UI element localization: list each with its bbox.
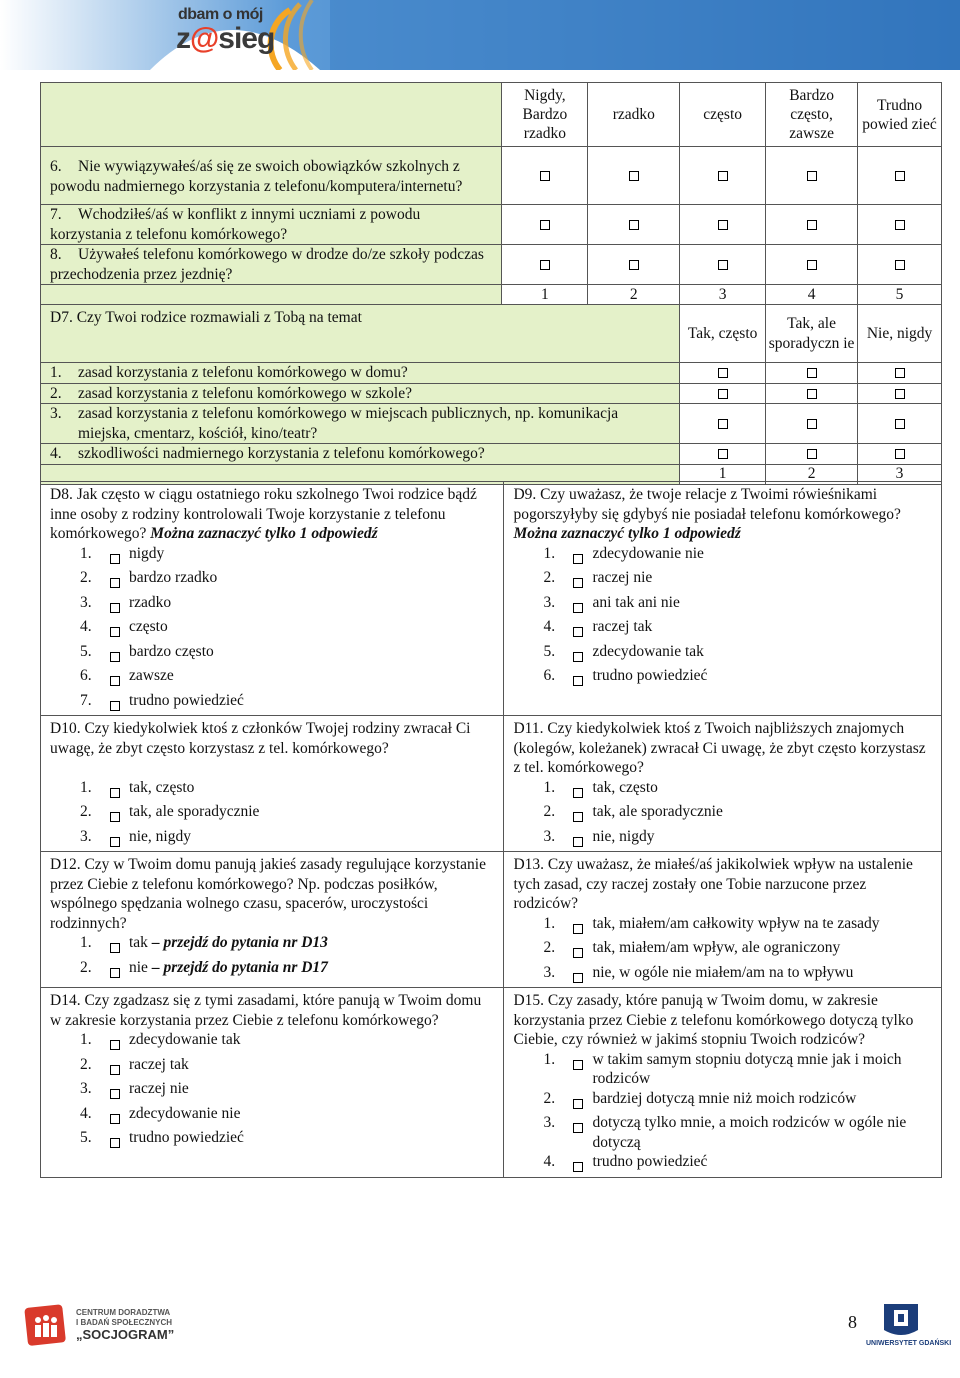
- d7-col-header-3: Nie, nigdy: [858, 305, 942, 363]
- logo-line1: dbam o mój: [178, 6, 263, 23]
- checkbox[interactable]: [110, 1114, 120, 1124]
- checkbox[interactable]: [718, 171, 728, 181]
- d7-title: D7. Czy Twoi rodzice rozmawiali z Tobą na temat: [41, 305, 680, 363]
- d7-col-header-1: Tak, często: [680, 305, 766, 363]
- checkbox[interactable]: [807, 171, 817, 181]
- option-number: 1.: [543, 778, 556, 796]
- option-label: bardzo często: [129, 642, 214, 660]
- option-label: tak: [129, 934, 148, 951]
- row-question: Wchodziłeś/aś w konflikt z innymi uczniami z powodu korzystania z telefonu komórkowego?: [50, 206, 421, 243]
- option-label: trudno powiedzieć: [592, 667, 708, 684]
- checkbox[interactable]: [573, 837, 583, 847]
- row-question: zasad korzystania z telefonu komórkowego w miejscach publicznych, np. komunikacja miejska, cmentarz, kościół, kino/teatr?: [78, 405, 619, 442]
- option-number: 2.: [80, 569, 92, 586]
- table1-blank-header: [41, 83, 502, 147]
- checkbox[interactable]: [573, 812, 583, 822]
- d11-options: [513, 778, 932, 852]
- checkbox[interactable]: [895, 449, 905, 459]
- option-label: bardziej dotyczą mnie niż moich rodziców: [592, 1089, 857, 1107]
- option-number: 2.: [543, 569, 556, 586]
- checkbox[interactable]: [573, 788, 583, 798]
- answer-option[interactable]: [50, 958, 494, 983]
- option-label: tak, miałem/am całkowity wpływ na te zasady: [592, 914, 880, 932]
- answer-option[interactable]: [50, 642, 494, 667]
- logo-line2: z@sieg: [176, 22, 275, 55]
- checkbox[interactable]: [807, 368, 817, 378]
- checkbox[interactable]: [540, 171, 550, 181]
- option-number: 3.: [80, 593, 92, 611]
- table-row: [41, 363, 942, 384]
- checkbox[interactable]: [573, 652, 583, 662]
- checkbox[interactable]: [540, 260, 550, 270]
- option-label: raczej nie: [129, 1080, 189, 1097]
- answer-option[interactable]: [50, 666, 494, 691]
- question-d8: [41, 482, 504, 716]
- checkbox[interactable]: [718, 220, 728, 230]
- checkbox[interactable]: [573, 627, 583, 637]
- checkbox[interactable]: [895, 171, 905, 181]
- option-number: 4.: [543, 1153, 556, 1170]
- d12-options: [50, 933, 494, 982]
- checkbox[interactable]: [110, 652, 120, 662]
- d15-question: D15. Czy zasady, które panują w Twoim domu, w zakresie korzystania przez Ciebie z telefonu komórkowego dotyczą tylko Ciebie, czy również w jakimś stopniu Twoich rodziców?: [513, 992, 914, 1048]
- answer-option[interactable]: [513, 642, 932, 667]
- col-header-2: rzadko: [588, 83, 680, 147]
- checkbox[interactable]: [110, 788, 120, 798]
- checkbox[interactable]: [110, 578, 120, 588]
- col-header-3: często: [680, 83, 766, 147]
- d10-question: D10. Czy kiedykolwiek ktoś z członków Twojej rodziny zwracał Ci uwagę, że zbyt często korzystasz z tel. komórkowego?: [50, 720, 471, 757]
- d9-options: [513, 544, 932, 691]
- row-number: 8.: [50, 246, 62, 263]
- answer-option[interactable]: [513, 1050, 932, 1089]
- checkbox[interactable]: [110, 676, 120, 686]
- code: 5: [858, 285, 942, 305]
- answer-option[interactable]: [513, 666, 932, 691]
- checkbox[interactable]: [573, 1099, 583, 1109]
- option-number: 3.: [80, 1080, 92, 1097]
- code: 2: [588, 285, 680, 305]
- table-row: [41, 205, 942, 245]
- option-label: raczej tak: [129, 1055, 189, 1073]
- option-label: tak, ale sporadycznie: [129, 803, 260, 820]
- answer-option[interactable]: [513, 963, 932, 988]
- checkbox[interactable]: [895, 419, 905, 429]
- option-label: nigdy: [129, 544, 165, 562]
- option-label: zdecydowanie nie: [129, 1104, 241, 1122]
- code: 4: [766, 285, 858, 305]
- option-label: nie, w ogóle nie miałem/am na to wpływu: [592, 963, 854, 981]
- d10-options: [50, 778, 494, 852]
- option-number: 4.: [543, 618, 556, 635]
- checkbox[interactable]: [629, 171, 639, 181]
- row-question: Używałeś telefonu komórkowego w drodze do/ze szkoły podczas przechodzenia przez jezdnię?: [50, 246, 484, 283]
- answer-option[interactable]: [50, 1030, 494, 1055]
- checkbox[interactable]: [573, 948, 583, 958]
- checkbox[interactable]: [629, 220, 639, 230]
- answer-option[interactable]: [50, 617, 494, 642]
- checkbox[interactable]: [110, 968, 120, 978]
- header-background: [0, 0, 960, 70]
- option-number: 3.: [543, 827, 556, 845]
- option-number: 3.: [543, 963, 556, 981]
- d15-options: [513, 1050, 932, 1177]
- option-label: bardzo rzadko: [129, 569, 218, 586]
- option-number: 1.: [80, 544, 92, 562]
- checkbox[interactable]: [718, 260, 728, 270]
- checkbox[interactable]: [573, 676, 583, 686]
- option-number: 5.: [543, 642, 556, 660]
- checkbox[interactable]: [807, 449, 817, 459]
- answer-option[interactable]: [50, 933, 494, 958]
- option-label: trudno powiedzieć: [129, 1129, 244, 1146]
- answer-option[interactable]: [513, 1089, 932, 1114]
- code: 2: [766, 464, 858, 484]
- d13-options: [513, 914, 932, 988]
- question-d14: [41, 988, 504, 1178]
- option-number: 1.: [543, 544, 556, 562]
- option-number: 1.: [80, 1031, 92, 1048]
- table-row: [41, 383, 942, 404]
- table-row: [41, 404, 942, 444]
- option-number: 6.: [80, 667, 92, 684]
- checkbox[interactable]: [110, 627, 120, 637]
- question-d12: [41, 852, 504, 988]
- option-number: 2.: [543, 1089, 556, 1107]
- row-question: zasad korzystania z telefonu komórkowego w domu?: [78, 364, 408, 381]
- d14-question: D14. Czy zgadzasz się z tymi zasadami, które panują w Twoim domu w zakresie korzystania przez Ciebie z telefonu komórkowego?: [50, 992, 482, 1029]
- checkbox[interactable]: [807, 220, 817, 230]
- answer-option[interactable]: [50, 544, 494, 569]
- checkbox[interactable]: [110, 1065, 120, 1075]
- header-banner: [0, 0, 960, 70]
- option-label: zdecydowanie tak: [592, 642, 704, 660]
- question-d11: [504, 716, 942, 852]
- option-label: ani tak ani nie: [592, 593, 680, 611]
- checkbox[interactable]: [573, 1060, 583, 1070]
- option-number: 3.: [543, 1114, 556, 1131]
- option-number: 5.: [80, 1129, 92, 1146]
- answer-option[interactable]: [513, 617, 932, 642]
- option-number: 2.: [543, 803, 556, 820]
- answer-option[interactable]: [50, 778, 494, 803]
- checkbox[interactable]: [110, 603, 120, 613]
- option-skip-instruction: – przejdź do pytania nr D17: [151, 958, 328, 976]
- answer-option[interactable]: [50, 1128, 494, 1153]
- checkbox[interactable]: [807, 389, 817, 399]
- answer-option[interactable]: [50, 802, 494, 827]
- checkbox[interactable]: [573, 578, 583, 588]
- checkbox[interactable]: [629, 260, 639, 270]
- checkbox[interactable]: [110, 554, 120, 564]
- d9-note: Można zaznaczyć tylko 1 odpowiedź: [513, 525, 741, 542]
- option-label: raczej nie: [592, 569, 653, 586]
- col-header-5: Trudno powied zieć: [858, 83, 942, 147]
- code-row: [41, 285, 942, 305]
- option-label: w takim samym stopniu dotyczą mnie jak i moich rodziców: [592, 1050, 902, 1087]
- question-d9: [504, 482, 942, 716]
- option-number: 3.: [80, 827, 92, 845]
- checkbox[interactable]: [110, 812, 120, 822]
- checkbox[interactable]: [110, 943, 120, 953]
- option-label: tak, często: [592, 778, 658, 796]
- row-question: Nie wywiązywałeś/aś się ze swoich obowiązków szkolnych z powodu nadmiernego korzystania z telefonu/komputera/internetu?: [50, 158, 463, 195]
- table-row: [41, 245, 942, 285]
- checkbox[interactable]: [110, 1089, 120, 1099]
- option-label: nie, nigdy: [129, 827, 191, 845]
- checkbox[interactable]: [895, 389, 905, 399]
- option-number: 4.: [80, 1104, 92, 1122]
- checkbox[interactable]: [573, 1162, 583, 1172]
- answer-option[interactable]: [513, 802, 932, 827]
- checkbox[interactable]: [718, 419, 728, 429]
- option-number: 2.: [543, 939, 556, 956]
- checkbox[interactable]: [110, 701, 120, 711]
- table-row: [41, 147, 942, 205]
- checkbox[interactable]: [110, 1040, 120, 1050]
- option-label: tak, często: [129, 778, 195, 796]
- answer-option[interactable]: [513, 544, 932, 569]
- page-number: 8: [848, 1312, 857, 1332]
- answer-option[interactable]: [513, 778, 932, 803]
- option-number: 1.: [80, 934, 92, 951]
- option-number: 1.: [543, 914, 556, 932]
- answer-option[interactable]: [50, 1055, 494, 1080]
- questionnaire-table: [40, 82, 942, 485]
- option-label: trudno powiedzieć: [592, 1153, 708, 1170]
- footer-org-line1: CENTRUM DORADZTWA: [76, 1308, 171, 1317]
- university-logo-icon: [870, 1300, 932, 1340]
- option-label: dotyczą tylko mnie, a moich rodziców w ogóle nie dotyczą: [592, 1114, 907, 1151]
- answer-option[interactable]: [513, 827, 932, 852]
- row-number: 2.: [50, 384, 62, 402]
- answer-option[interactable]: [513, 1152, 932, 1177]
- option-number: 1.: [80, 778, 92, 796]
- footer-org-line3: „SOCJOGRAM”: [76, 1327, 175, 1342]
- option-label: zawsze: [129, 667, 174, 684]
- answer-option[interactable]: [50, 568, 494, 593]
- d13-question: D13. Czy uważasz, że miałeś/aś jakikolwiek wpływ na ustalenie tych zasad, czy raczej zostały one Tobie narzucone przez rodziców?: [513, 856, 913, 912]
- option-label: nie: [129, 958, 148, 976]
- row-number: 3.: [50, 405, 62, 422]
- option-label: rzadko: [129, 593, 172, 611]
- answer-option[interactable]: [50, 691, 494, 716]
- d9-question: D9. Czy uważasz, że twoje relacje z Twoimi rówieśnikami pogorszyłyby się gdybyś nie posiadał telefonu komórkowego?: [513, 486, 901, 523]
- checkbox[interactable]: [807, 260, 817, 270]
- answer-option[interactable]: [513, 1113, 932, 1152]
- answer-option[interactable]: [50, 593, 494, 618]
- checkbox[interactable]: [573, 973, 583, 983]
- option-number: 2.: [80, 803, 92, 820]
- d8-note: Można zaznaczyć tylko 1 odpowiedź: [150, 525, 378, 542]
- answer-option[interactable]: [513, 914, 932, 939]
- d8-question: D8. Jak często w ciągu ostatniego roku szkolnego Twoi rodzice bądź inne osoby z rodziny kontrolowali Twoje korzystanie z telefonu komórkowego?: [50, 486, 477, 542]
- answer-option[interactable]: [50, 827, 494, 852]
- row-question: zasad korzystania z telefonu komórkowego w szkole?: [78, 384, 412, 402]
- option-label: często: [129, 618, 168, 635]
- row-question: szkodliwości nadmiernego korzystania z telefonu komórkowego?: [78, 445, 485, 462]
- option-label: tak, miałem/am wpływ, ale ograniczony: [592, 939, 841, 956]
- university-name: UNIWERSYTET GDAŃSKI: [866, 1340, 952, 1347]
- checkbox[interactable]: [895, 368, 905, 378]
- socjogram-logo-icon: [22, 1300, 70, 1348]
- table-row: [41, 444, 942, 465]
- option-label: zdecydowanie tak: [129, 1031, 241, 1048]
- row-number: 7.: [50, 206, 62, 223]
- checkbox[interactable]: [110, 837, 120, 847]
- option-number: 1.: [543, 1050, 556, 1068]
- checkbox[interactable]: [573, 554, 583, 564]
- answer-option[interactable]: [513, 938, 932, 963]
- option-skip-instruction: – przejdź do pytania nr D13: [151, 934, 328, 951]
- col-header-1: Nigdy, Bardzo rzadko: [502, 83, 588, 147]
- answer-option[interactable]: [513, 593, 932, 618]
- question-d10: [41, 716, 504, 852]
- code: 1: [680, 464, 766, 484]
- d7-col-header-2: Tak, ale sporadyczn ie: [766, 305, 858, 363]
- row-number: 6.: [50, 158, 62, 175]
- d14-options: [50, 1030, 494, 1153]
- d11-question: D11. Czy kiedykolwiek ktoś z Twoich najbliższych znajomych (kolegów, koleżanek) zwracał Ci uwagę, że zbyt często korzystasz z tel. komórkowego?: [513, 720, 926, 776]
- option-number: 2.: [80, 1055, 92, 1073]
- d12-question: D12. Czy w Twoim domu panują jakieś zasady regulujące korzystanie przez Ciebie z telefonu komórkowego? Np. podczas posiłków, wspólnego spędzania wolnego czasu, spacerów, uroczystości rodzinnych?: [50, 856, 486, 932]
- checkbox[interactable]: [718, 368, 728, 378]
- option-label: tak, ale sporadycznie: [592, 803, 723, 820]
- answer-option[interactable]: [50, 1104, 494, 1129]
- question-d13: [504, 852, 942, 988]
- checkbox[interactable]: [540, 220, 550, 230]
- option-label: nie, nigdy: [592, 827, 655, 845]
- option-number: 4.: [80, 618, 92, 635]
- col-header-4: Bardzo często, zawsze: [766, 83, 858, 147]
- code: 3: [680, 285, 766, 305]
- checkbox[interactable]: [573, 924, 583, 934]
- checkbox[interactable]: [718, 389, 728, 399]
- answer-option[interactable]: [50, 1079, 494, 1104]
- option-number: 2.: [80, 958, 92, 976]
- option-label: trudno powiedzieć: [129, 691, 244, 709]
- question-d15: [504, 988, 942, 1178]
- row-number: 4.: [50, 445, 62, 462]
- checkbox[interactable]: [573, 1123, 583, 1133]
- footer-org-line2: I BADAŃ SPOŁECZNYCH: [76, 1318, 173, 1327]
- checkbox[interactable]: [895, 260, 905, 270]
- checkbox[interactable]: [110, 1138, 120, 1148]
- checkbox[interactable]: [895, 220, 905, 230]
- option-label: zdecydowanie nie: [592, 544, 704, 562]
- code: 3: [858, 464, 942, 484]
- option-label: raczej tak: [592, 618, 653, 635]
- code: 1: [502, 285, 588, 305]
- row-number: 1.: [50, 364, 62, 381]
- option-number: 7.: [80, 691, 92, 709]
- questions-grid: [40, 481, 942, 1178]
- checkbox[interactable]: [718, 449, 728, 459]
- option-number: 3.: [543, 593, 556, 611]
- option-number: 6.: [543, 667, 556, 684]
- checkbox[interactable]: [573, 603, 583, 613]
- answer-option[interactable]: [513, 568, 932, 593]
- checkbox[interactable]: [807, 419, 817, 429]
- option-number: 5.: [80, 642, 92, 660]
- d8-options: [50, 544, 494, 716]
